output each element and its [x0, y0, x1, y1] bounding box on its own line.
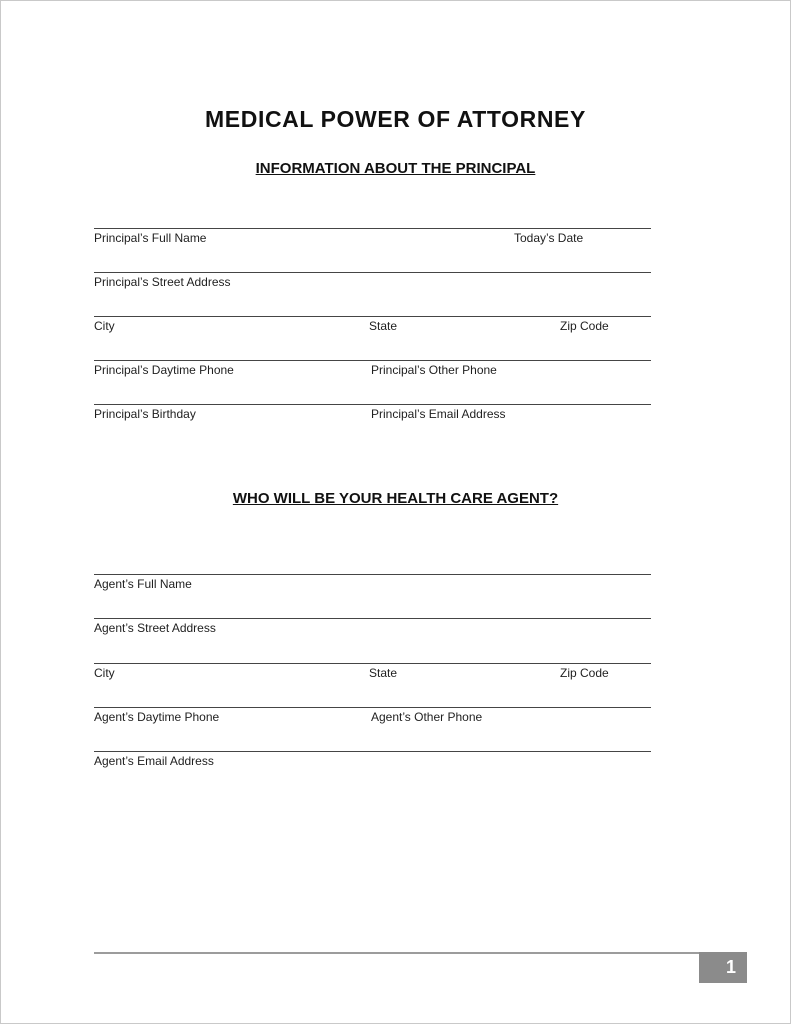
form-row-agent-street-address — [94, 618, 651, 637]
field-label-agent-street-address: Agent’s Street Address — [94, 621, 216, 635]
page-number-badge: 1 — [699, 952, 747, 983]
page-title: MEDICAL POWER OF ATTORNEY — [205, 106, 586, 133]
field-label-principal-email-address: Principal’s Email Address — [371, 407, 506, 421]
field-label-agent-other-phone: Agent’s Other Phone — [371, 710, 483, 724]
form-row-agent-phones — [94, 707, 651, 726]
field-label-principal-full-name: Principal’s Full Name — [94, 231, 207, 245]
field-label-todays-date: Today’s Date — [514, 231, 584, 245]
field-label-principal-street-address: Principal’s Street Address — [94, 275, 231, 289]
field-label-principal-other-phone: Principal’s Other Phone — [371, 363, 497, 377]
field-label-agent-city: City — [94, 666, 115, 680]
field-label-agent-state: State — [369, 666, 398, 680]
field-label-agent-full-name: Agent’s Full Name — [94, 577, 192, 591]
form-row-principal-city-state-zip — [94, 316, 651, 335]
field-label-agent-email-address: Agent’s Email Address — [94, 754, 214, 768]
field-label-principal-daytime-phone: Principal’s Daytime Phone — [94, 363, 234, 377]
field-label-agent-daytime-phone: Agent’s Daytime Phone — [94, 710, 220, 724]
field-label-principal-state: State — [369, 319, 398, 333]
form-row-agent-email — [94, 751, 651, 770]
field-label-principal-zip-code: Zip Code — [560, 319, 609, 333]
form-row-agent-full-name — [94, 574, 651, 593]
form-row-agent-city-state-zip — [94, 663, 651, 682]
section-heading-principal: INFORMATION ABOUT THE PRINCIPAL — [255, 160, 536, 177]
field-label-principal-birthday: Principal’s Birthday — [94, 407, 196, 421]
form-row-principal-street-address — [94, 272, 651, 291]
form-row-principal-name-date — [94, 228, 651, 247]
field-label-principal-city: City — [94, 319, 115, 333]
field-label-agent-zip-code: Zip Code — [560, 666, 609, 680]
section-heading-agent: WHO WILL BE YOUR HEALTH CARE AGENT? — [232, 490, 559, 507]
footer-rule — [94, 952, 699, 954]
form-row-principal-phones — [94, 360, 651, 379]
form-row-principal-birthday-email — [94, 404, 651, 423]
